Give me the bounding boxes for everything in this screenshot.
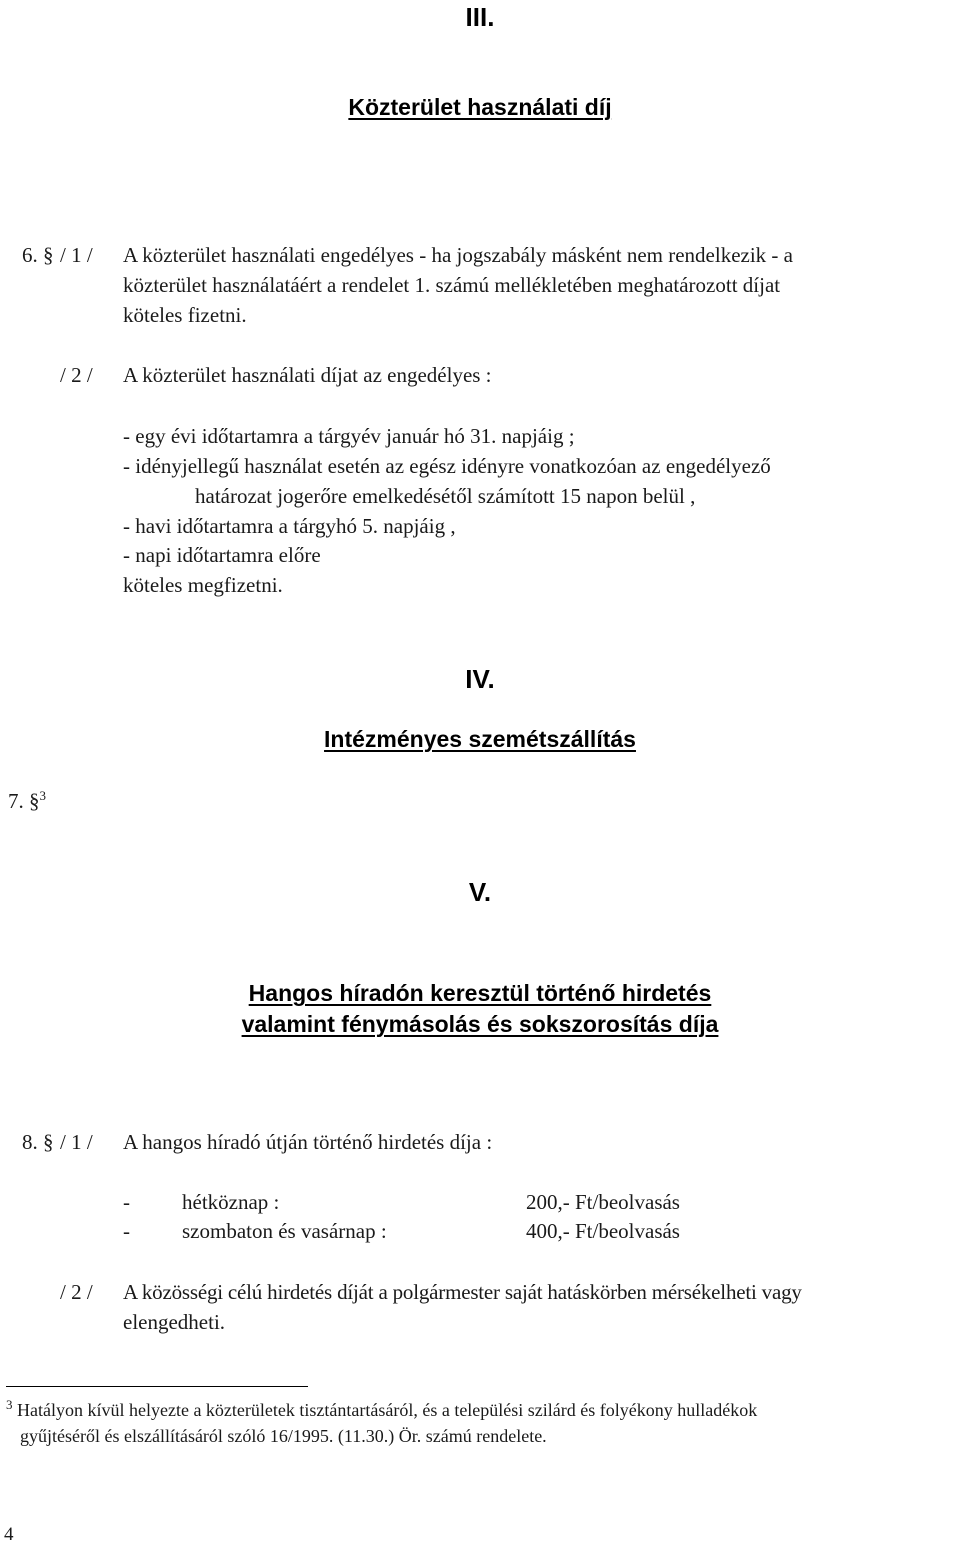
para6-sub2-intro: A közterület használati díjat az engedélyes : bbox=[123, 363, 492, 387]
para6-sub1-line: köteles fizetni. bbox=[123, 303, 247, 327]
footnote-line2: gyűjtéséről és elszállításáról szóló 16/1995. (11.30.) Ör. számú rendelete. bbox=[20, 1426, 547, 1446]
footnote-divider bbox=[6, 1386, 308, 1387]
fee-value: 200,- Ft/beolvasás bbox=[526, 1190, 680, 1214]
para8-sub2-line: A közösségi célú hirdetés díját a polgármester saját hatáskörben mérsékelheti vagy bbox=[123, 1280, 802, 1304]
para8-sub2-line: elengedheti. bbox=[123, 1310, 226, 1334]
list-item: - egy évi időtartamra a tárgyév január hó 31. napjáig ; bbox=[123, 424, 575, 448]
para8-number: 8. § bbox=[22, 1130, 54, 1154]
section-numeral-v: V. bbox=[468, 877, 492, 907]
para6-sub1-line: A közterület használati engedélyes - ha jogszabály másként nem rendelkezik - a bbox=[123, 243, 793, 267]
para8-sub1-label: / 1 / bbox=[60, 1130, 93, 1154]
para6-sub2-label: / 2 / bbox=[60, 363, 93, 387]
list-item-continuation: határozat jogerőre emelkedésétől számított 15 napon belül , bbox=[195, 484, 696, 508]
list-item: - havi időtartamra a tárgyhó 5. napjáig , bbox=[123, 514, 456, 538]
para7-number: 7. §$^3$ bbox=[8, 788, 46, 813]
section-title-v-line1: Hangos híradón keresztül történő hirdetés bbox=[248, 980, 712, 1006]
para6-sub1-line: közterület használatáért a rendelet 1. számú mellékletében meghatározott díjat bbox=[123, 273, 781, 297]
para6-sub1-label: / 1 / bbox=[60, 243, 93, 267]
footnote-mark: 3 bbox=[6, 1397, 13, 1412]
page-number: 4 bbox=[4, 1524, 14, 1545]
fee-label: szombaton és vasárnap : bbox=[182, 1219, 387, 1243]
footnote-line1: $^3$ Hatályon kívül helyezte a közterületek tisztántartásáról, és a települési szilárd és folyékony hulladékok bbox=[6, 1397, 758, 1420]
section-numeral-iii: III. bbox=[465, 2, 495, 32]
fee-value: 400,- Ft/beolvasás bbox=[526, 1219, 680, 1243]
fee-dash: - bbox=[123, 1219, 130, 1243]
para6-closing: köteles megfizetni. bbox=[123, 573, 283, 597]
fee-label: hétköznap : bbox=[182, 1190, 280, 1214]
section-numeral-iv: IV. bbox=[465, 664, 495, 694]
para6-number: 6. § bbox=[22, 243, 54, 267]
section-title-iii: Közterület használati díj bbox=[348, 94, 612, 120]
fee-dash: - bbox=[123, 1190, 130, 1214]
section-title-iv: Intézményes szemétszállítás bbox=[324, 726, 636, 752]
footnote-ref: 3 bbox=[39, 788, 46, 803]
para8-sub1-text: A hangos híradó útján történő hirdetés díja : bbox=[123, 1130, 493, 1154]
list-item: - napi időtartamra előre bbox=[123, 543, 321, 567]
list-item: - idényjellegű használat esetén az egész idényre vonatkozóan az engedélyező bbox=[123, 454, 771, 478]
section-title-v-line2: valamint fénymásolás és sokszorosítás díja bbox=[241, 1011, 719, 1037]
para8-sub2-label: / 2 / bbox=[60, 1280, 93, 1304]
